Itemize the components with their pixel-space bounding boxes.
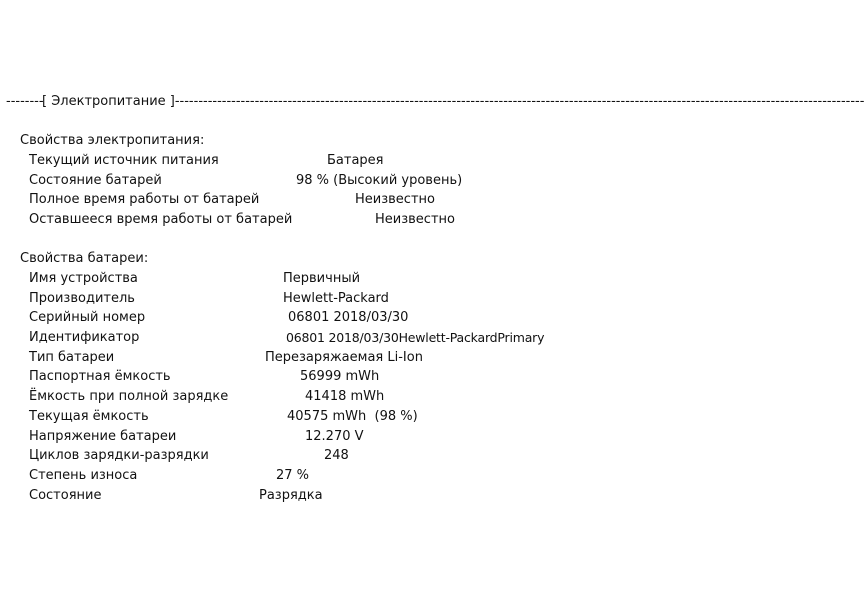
battery-value-status: Разрядка: [259, 488, 323, 503]
battery-value-cycles: 248: [324, 448, 349, 463]
battery-label-status: Состояние: [29, 488, 102, 503]
battery-value-current-capacity: 40575 mWh (98 %): [287, 409, 418, 424]
battery-label-wear: Степень износа: [29, 468, 138, 483]
power-label-full-time: Полное время работы от батарей: [29, 192, 260, 207]
battery-label-cycles: Циклов зарядки-разрядки: [29, 448, 209, 463]
battery-label-identifier: Идентификатор: [29, 330, 140, 345]
battery-label-full-charge-capacity: Ёмкость при полной зарядке: [29, 389, 229, 404]
battery-value-identifier: 06801 2018/03/30Hewlett-PackardPrimary: [286, 330, 545, 345]
header-right-dashes: ---------------------------------------------------------------------------------------------------------------------------------------------------: [174, 94, 864, 109]
section-header-power: [6, 92, 864, 112]
battery-value-full-charge-capacity: 41418 mWh: [305, 389, 385, 404]
power-properties-title: Свойства электропитания:: [20, 133, 205, 148]
power-label-source: Текущий источник питания: [29, 153, 219, 168]
power-label-battery-state: Состояние батарей: [29, 173, 162, 188]
battery-label-manufacturer: Производитель: [29, 291, 135, 306]
power-value-battery-state: 98 % (Высокий уровень): [296, 173, 463, 188]
battery-properties-title: Свойства батареи:: [20, 251, 149, 266]
battery-label-type: Тип батареи: [29, 350, 115, 365]
battery-label-voltage: Напряжение батареи: [29, 429, 177, 444]
battery-value-design-capacity: 56999 mWh: [300, 369, 380, 384]
header-title: [ Электропитание ]: [42, 94, 175, 109]
header-left-dashes: --------: [6, 94, 44, 109]
battery-label-serial: Серийный номер: [29, 310, 146, 325]
power-value-remaining-time: Неизвестно: [375, 212, 455, 227]
battery-value-wear: 27 %: [276, 468, 310, 483]
battery-value-manufacturer: Hewlett-Packard: [283, 291, 389, 306]
battery-label-current-capacity: Текущая ёмкость: [29, 409, 149, 424]
battery-label-device-name: Имя устройства: [29, 271, 138, 286]
power-label-remaining-time: Оставшееся время работы от батарей: [29, 212, 293, 227]
battery-value-serial: 06801 2018/03/30: [288, 310, 409, 325]
battery-value-voltage: 12.270 V: [305, 429, 364, 444]
battery-label-design-capacity: Паспортная ёмкость: [29, 369, 171, 384]
battery-value-device-name: Первичный: [283, 271, 361, 286]
battery-value-type: Перезаряжаемая Li-Ion: [265, 350, 423, 365]
power-value-source: Батарея: [327, 153, 384, 168]
power-value-full-time: Неизвестно: [355, 192, 435, 207]
